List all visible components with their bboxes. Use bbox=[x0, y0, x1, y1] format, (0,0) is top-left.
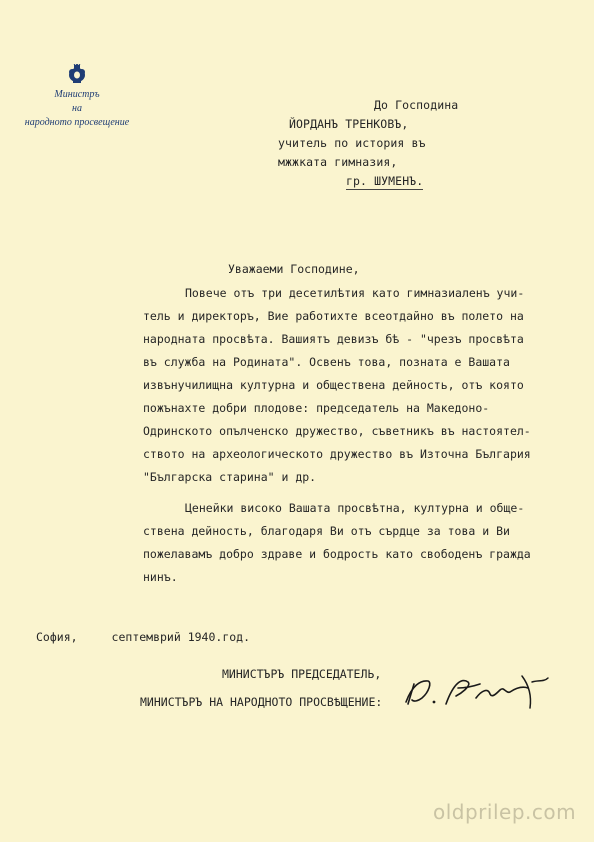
addressee-greeting: До Господина bbox=[374, 98, 459, 112]
body-paragraph-1 bbox=[143, 282, 553, 489]
paragraph-line: нинъ. bbox=[143, 570, 178, 584]
paragraph-line: пожелавамъ добро здраве и бодрость като свободенъ гражда bbox=[143, 547, 531, 561]
letterhead-ministry: народното просвещение bbox=[24, 117, 130, 128]
paragraph-line: ствена дейность, благодаря Ви отъ сърдце за това и Ви bbox=[143, 524, 510, 538]
addressee-city: гр. ШУМЕНЪ. bbox=[346, 174, 424, 188]
letterhead bbox=[16, 64, 138, 130]
paragraph-line: извънучилищна културна и обществена дейность, отъ която bbox=[143, 378, 524, 392]
addressee-school: мжжката гимназия, bbox=[278, 155, 398, 169]
handwritten-signature bbox=[402, 672, 552, 712]
addressee-name: ЙОРДАНЪ ТРЕНКОВЪ, bbox=[289, 117, 409, 131]
signature-title-2: МИНИСТЪРЪ НА НАРОДНОТО ПРОСВѢЩЕНИЕ: bbox=[140, 695, 383, 709]
coat-of-arms-icon bbox=[66, 64, 88, 84]
addressee-position: учитель по история въ bbox=[278, 136, 426, 150]
dateline bbox=[36, 630, 250, 644]
paragraph-line: народната просвѣта. Вашиятъ девизъ бѣ - "чрезъ просвѣта bbox=[143, 332, 524, 346]
watermark: oldprilep.com bbox=[433, 800, 577, 824]
letterhead-title: Министръ bbox=[54, 89, 100, 100]
paragraph-line: Одринското опълченско дружество, съветникъ въ настоятел- bbox=[143, 424, 531, 438]
date-value: септемврий 1940.год. bbox=[111, 630, 251, 644]
salutation: Уважаеми Господине, bbox=[228, 262, 360, 276]
paragraph-line: "Българска старина" и др. bbox=[143, 470, 317, 484]
paragraph-line: Ценейки високо Вашата просвѣтна, културна и обще- bbox=[185, 501, 525, 515]
addressee-block bbox=[278, 96, 458, 191]
signature-title-1: МИНИСТЪРЪ ПРЕДСЕДАТЕЛЬ, bbox=[222, 667, 382, 681]
paragraph-line: ството на археологическото дружество въ Източна България bbox=[143, 447, 531, 461]
date-city: София, bbox=[36, 630, 78, 644]
body-paragraph-2 bbox=[143, 497, 553, 589]
paragraph-line: пожънахте добри плодове: председатель на Македоно- bbox=[143, 401, 490, 415]
paragraph-line: тель и директоръ, Вие работихте всеотдайно въ полето на bbox=[143, 309, 524, 323]
letterhead-na: на bbox=[72, 103, 82, 114]
paragraph-line: въ служба на Родината". Освенъ това, позната е Вашата bbox=[143, 355, 510, 369]
paragraph-line: Повече отъ три десетилѣтия като гимназиаленъ учи- bbox=[185, 286, 525, 300]
